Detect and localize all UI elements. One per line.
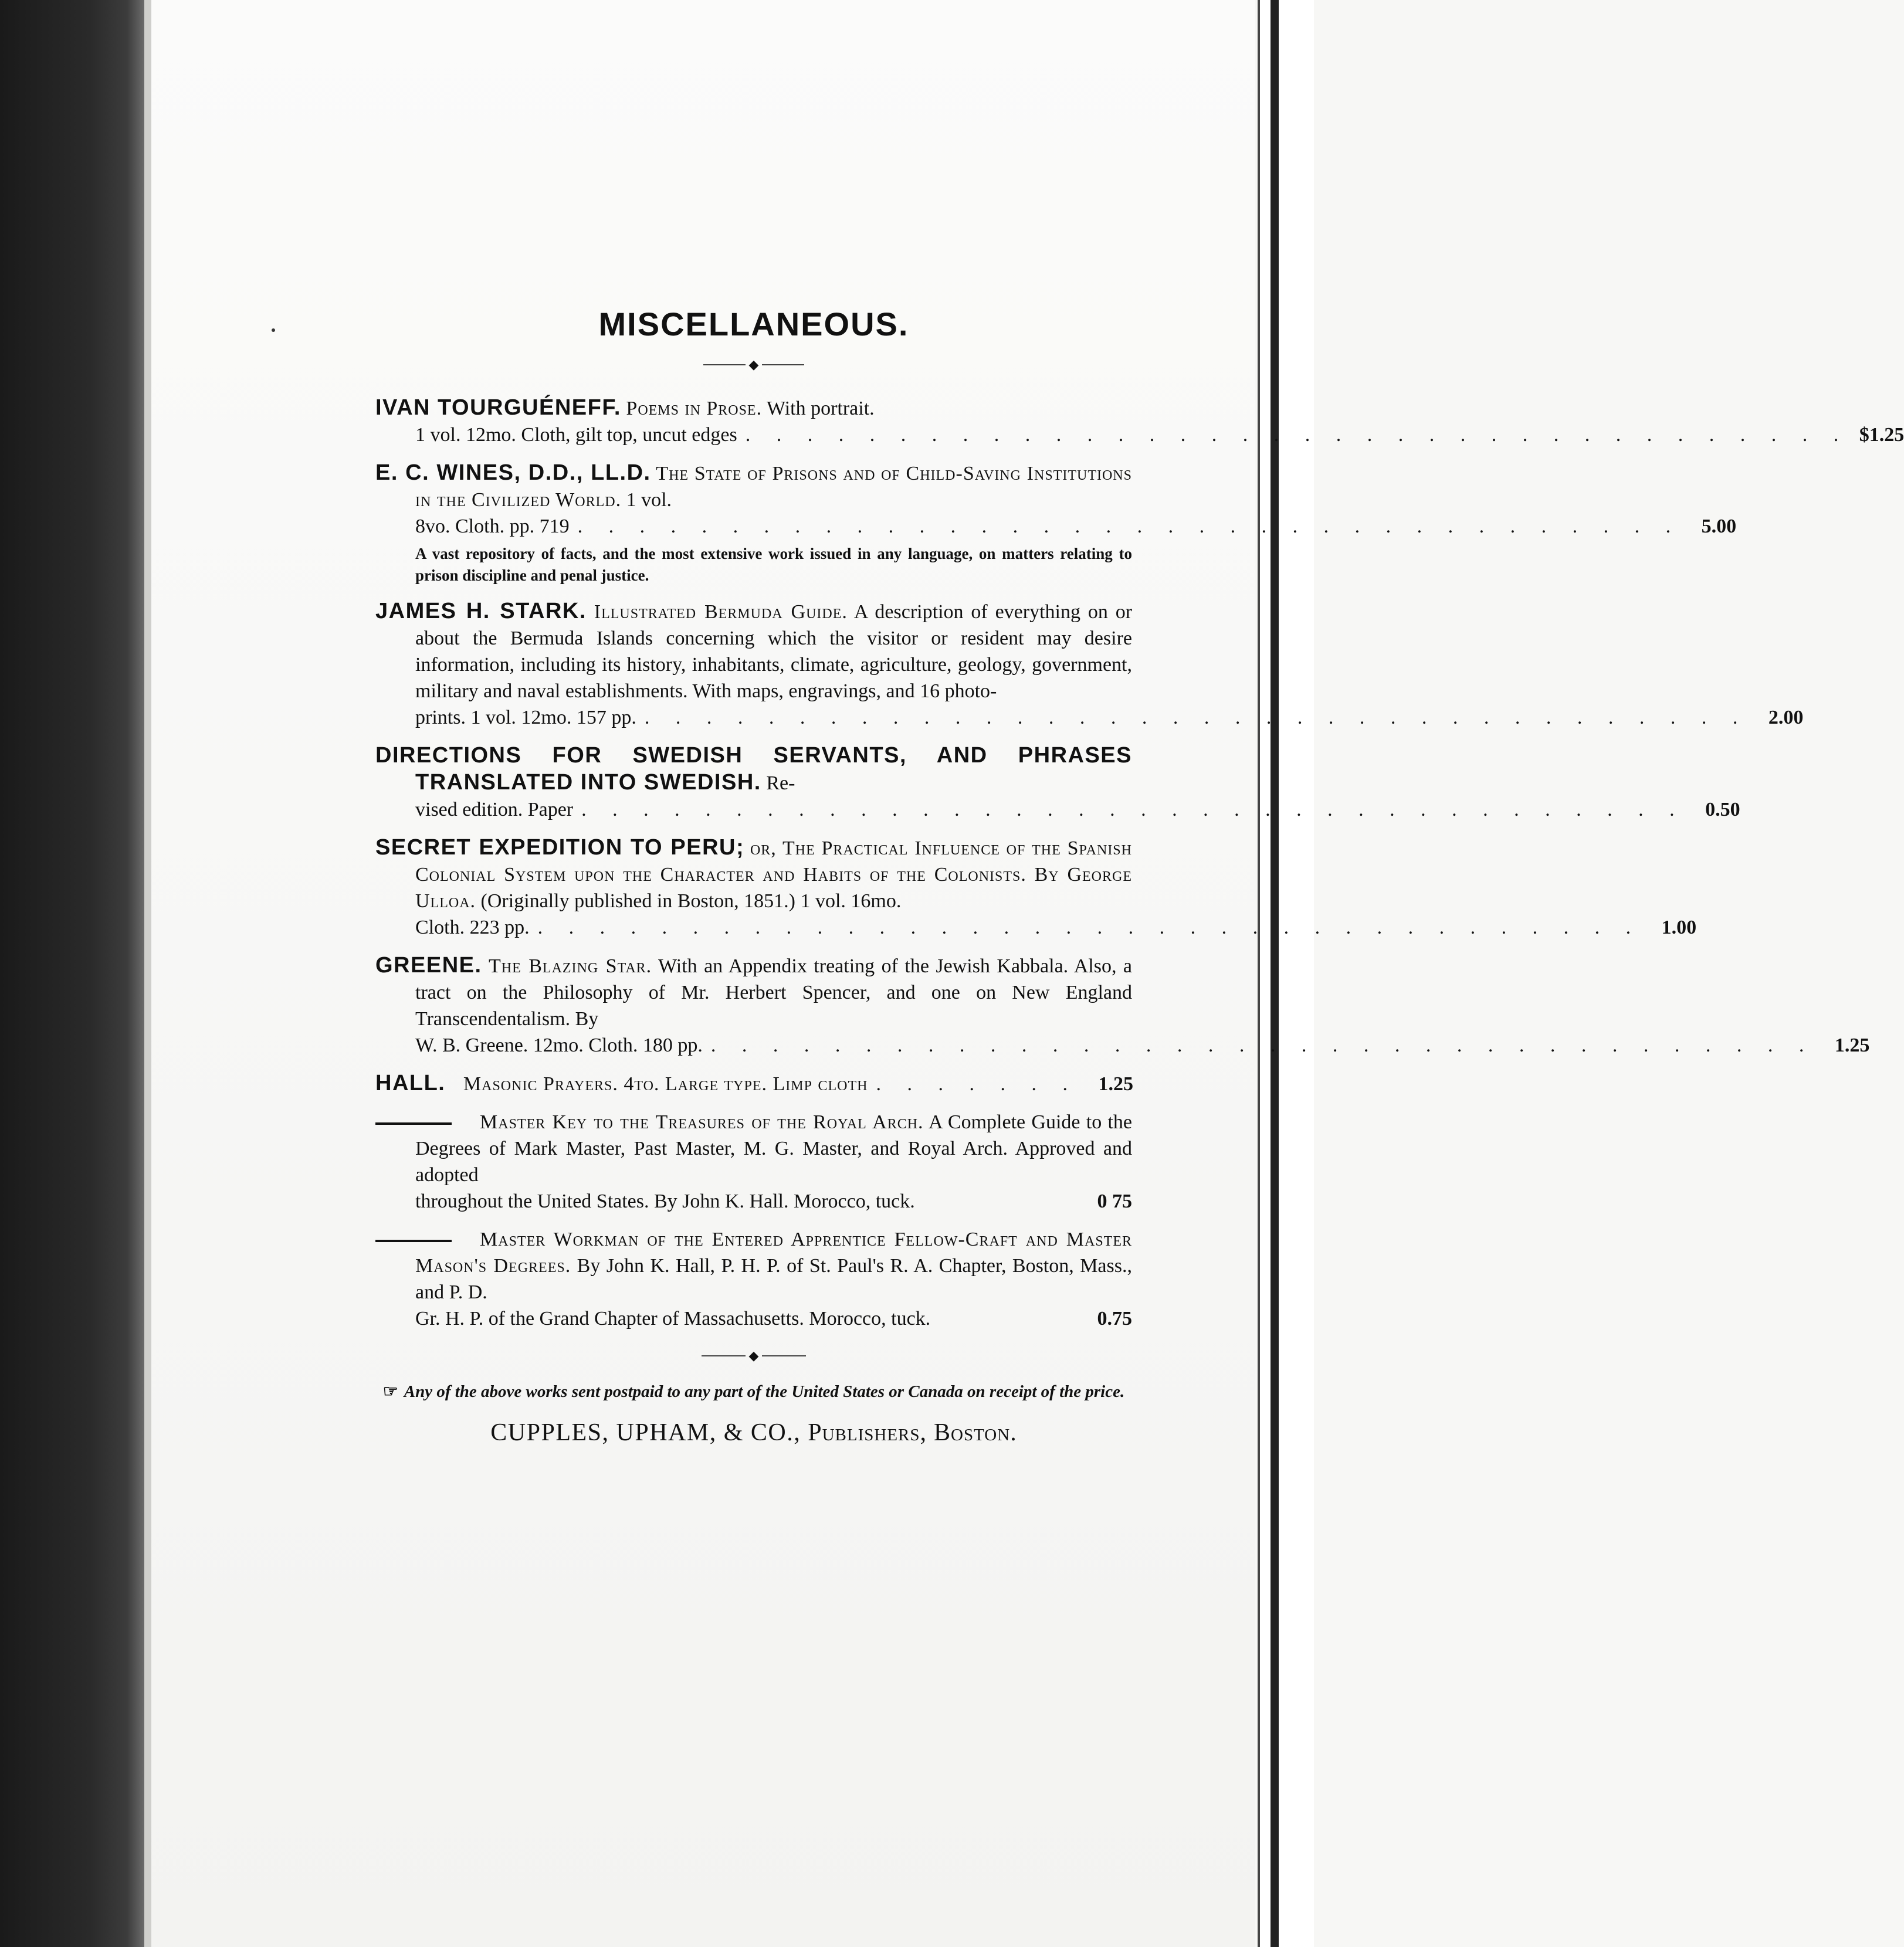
entry-price: 0.75 [1097,1308,1132,1329]
catalog-entry [375,598,1804,731]
dot-leader: . . . . . . . . . . . . . . . . . . . . . . . . . . . . . . . . . . . . [745,424,1849,446]
publisher-city: Boston. [934,1419,1017,1446]
entry-title: Master Workman of the Entered Apprentice Fellow-Craft and Master Mason's Degrees. [415,1229,1132,1277]
dot-leader: . . . . . . . . . . . . . . . . . . . . . . . . . . . . . . . . . . . . [577,515,1682,537]
ditto-dash [375,1240,452,1242]
catalog-content [375,305,1904,1447]
entry-description: By John K. Hall, P. H. P. of St. Paul's R. A. Chapter, Boston, Mass., and P. D. [415,1255,1132,1303]
entry-detail: Cloth. 223 pp. [415,917,530,938]
entry-detail: 1 vol. 12mo. Cloth, gilt top, uncut edges [415,424,737,446]
entry-price: 0.50 [1705,799,1740,820]
right-margin [1258,0,1314,1947]
catalog-entry [375,395,1904,448]
entry-detail: Masonic Prayers. 4to. Large type. Limp cloth [463,1073,868,1095]
entry-price: 2.00 [1768,707,1804,728]
dot-leader: . . . . . . . . . . . . . . . . . . . . . . . . . . . . . . . . . . . . [537,917,1642,938]
catalog-entry [375,835,1697,941]
entry-price: 0 75 [1097,1190,1132,1212]
entry-price-line [375,1032,1870,1059]
entry-title: The State of Prisons and of Child-Saving Institutions in the Civilized World. [415,463,1132,511]
speck [272,328,275,332]
entry-description: A description of everything on or about the Bermuda Islands concerning which the visitor or resident may desire information, including its history, inhabitants, climate, agriculture, geology, government, military and naval establishments. With maps, engravings, and 16 photo- [415,601,1133,702]
title-ornament: ◆ [375,358,1132,371]
entry-heading [375,1226,1132,1305]
catalog-entry [375,1109,1132,1215]
entry-price-line [375,796,1740,823]
entry-heading [375,952,1132,1032]
entry-detail: prints. 1 vol. 12mo. 157 pp. [415,707,636,728]
entry-price: 1.25 [1834,1034,1870,1056]
entry-heading [375,835,1132,914]
publisher-name: CUPPLES, UPHAM, & CO., [490,1419,801,1446]
entry-detail: vised edition. Paper [415,799,574,820]
entry-title: Illustrated Bermuda Guide. [594,601,848,623]
entry-title: The Blazing Star. [489,955,652,977]
pointing-hand-icon: ☞ [382,1382,398,1401]
right-edge-line [1258,0,1260,1947]
catalog-entry [375,460,1737,586]
catalog-entry [375,1070,1132,1097]
entry-author: JAMES H. STARK. [375,599,587,623]
entry-title: or, The Practical Influence of the Spanish Colonial System upon the Character and Habits of the Colonists. By George Ulloa. [415,837,1132,912]
right-edge-bar [1271,0,1279,1947]
dot-leader: . . . . . . . [876,1073,1078,1095]
entry-price-line [375,1070,1132,1097]
publisher-role: Publishers, [808,1419,927,1446]
entry-price: 1.00 [1661,917,1697,938]
catalog-entry [375,1226,1132,1332]
entry-description: 1 vol. [626,489,672,511]
entry-price-line [375,1305,1132,1332]
entry-title: Master Key to the Treasures of the Royal Arch. [480,1111,924,1133]
dot-leader: . . . . . . . . . . . . . . . . . . . . . . . . . . . . . . . . . . . . [710,1034,1815,1056]
entry-price: 5.00 [1701,515,1737,537]
entry-author: IVAN TOURGUÉNEFF. [375,395,621,420]
entry-title: Poems in Prose. [626,398,763,419]
entry-heading [375,598,1132,704]
entry-author: SECRET EXPEDITION TO PERU; [375,835,745,860]
entry-description: (Originally published in Boston, 1851.) 1 vol. 16mo. [480,890,902,912]
entry-author: DIRECTIONS FOR SWEDISH SERVANTS, AND PHRASES TRANSLATED INTO SWEDISH. [375,743,1132,795]
entry-price: $1.25 [1859,424,1904,446]
footnote [375,1382,1132,1401]
entry-description: A Complete Guide to the Degrees of Mark Master, Past Master, M. G. Master, and Royal Arch. Approved and adopted [415,1111,1133,1186]
publisher-imprint [375,1419,1132,1447]
entry-price-line [375,513,1737,540]
footnote-text: Any of the above works sent postpaid to any part of the United States or Canada on receipt of the price. [404,1382,1125,1401]
entry-price-line [375,914,1697,941]
ditto-dash [375,1122,452,1125]
entry-heading [375,1070,868,1097]
entry-price-line [375,1188,1132,1215]
entry-heading [375,395,1132,422]
catalog-entry [375,952,1870,1059]
entry-description: With portrait. [766,398,875,419]
dot-leader: . . . . . . . . . . . . . . . . . . . . . . . . . . . . . . . . . . . . [581,799,1685,820]
entry-heading [375,460,1132,513]
entry-author: GREENE. [375,953,482,978]
end-ornament: ◆ [375,1349,1132,1362]
entry-price-line [375,704,1804,731]
dot-leader: . . . . . . . . . . . . . . . . . . . . . . . . . . . . . . . . . . . . [644,707,1749,728]
entry-detail: W. B. Greene. 12mo. Cloth. 180 pp. [415,1034,703,1056]
entry-description: With an Appendix treating of the Jewish Kabbala. Also, a tract on the Philosophy of Mr. Herbert Spencer, and one on New England Transcendentalism. By [415,955,1133,1030]
catalog-entry [375,742,1740,823]
entry-author: HALL. [375,1071,446,1095]
book-spine-shadow [0,0,150,1947]
page-edge [144,0,151,1947]
entry-note: A vast repository of facts, and the most extensive work issued in any language, on matters relating to prison discipline and penal justice. [415,545,1132,584]
entry-author: E. C. WINES, D.D., LL.D. [375,460,651,485]
entry-detail: 8vo. Cloth. pp. 719 [415,515,570,537]
entry-heading [375,1109,1132,1188]
page-title: MISCELLANEOUS. [598,306,909,342]
entry-detail: throughout the United States. By John K. Hall. Morocco, tuck. [415,1190,915,1212]
entry-detail: Gr. H. P. of the Grand Chapter of Massachusetts. Morocco, tuck. [415,1308,931,1329]
entry-price-line [375,422,1904,448]
entry-heading [375,742,1132,796]
entry-price: 1.25 [1098,1073,1133,1095]
entry-description: Re- [766,772,795,794]
